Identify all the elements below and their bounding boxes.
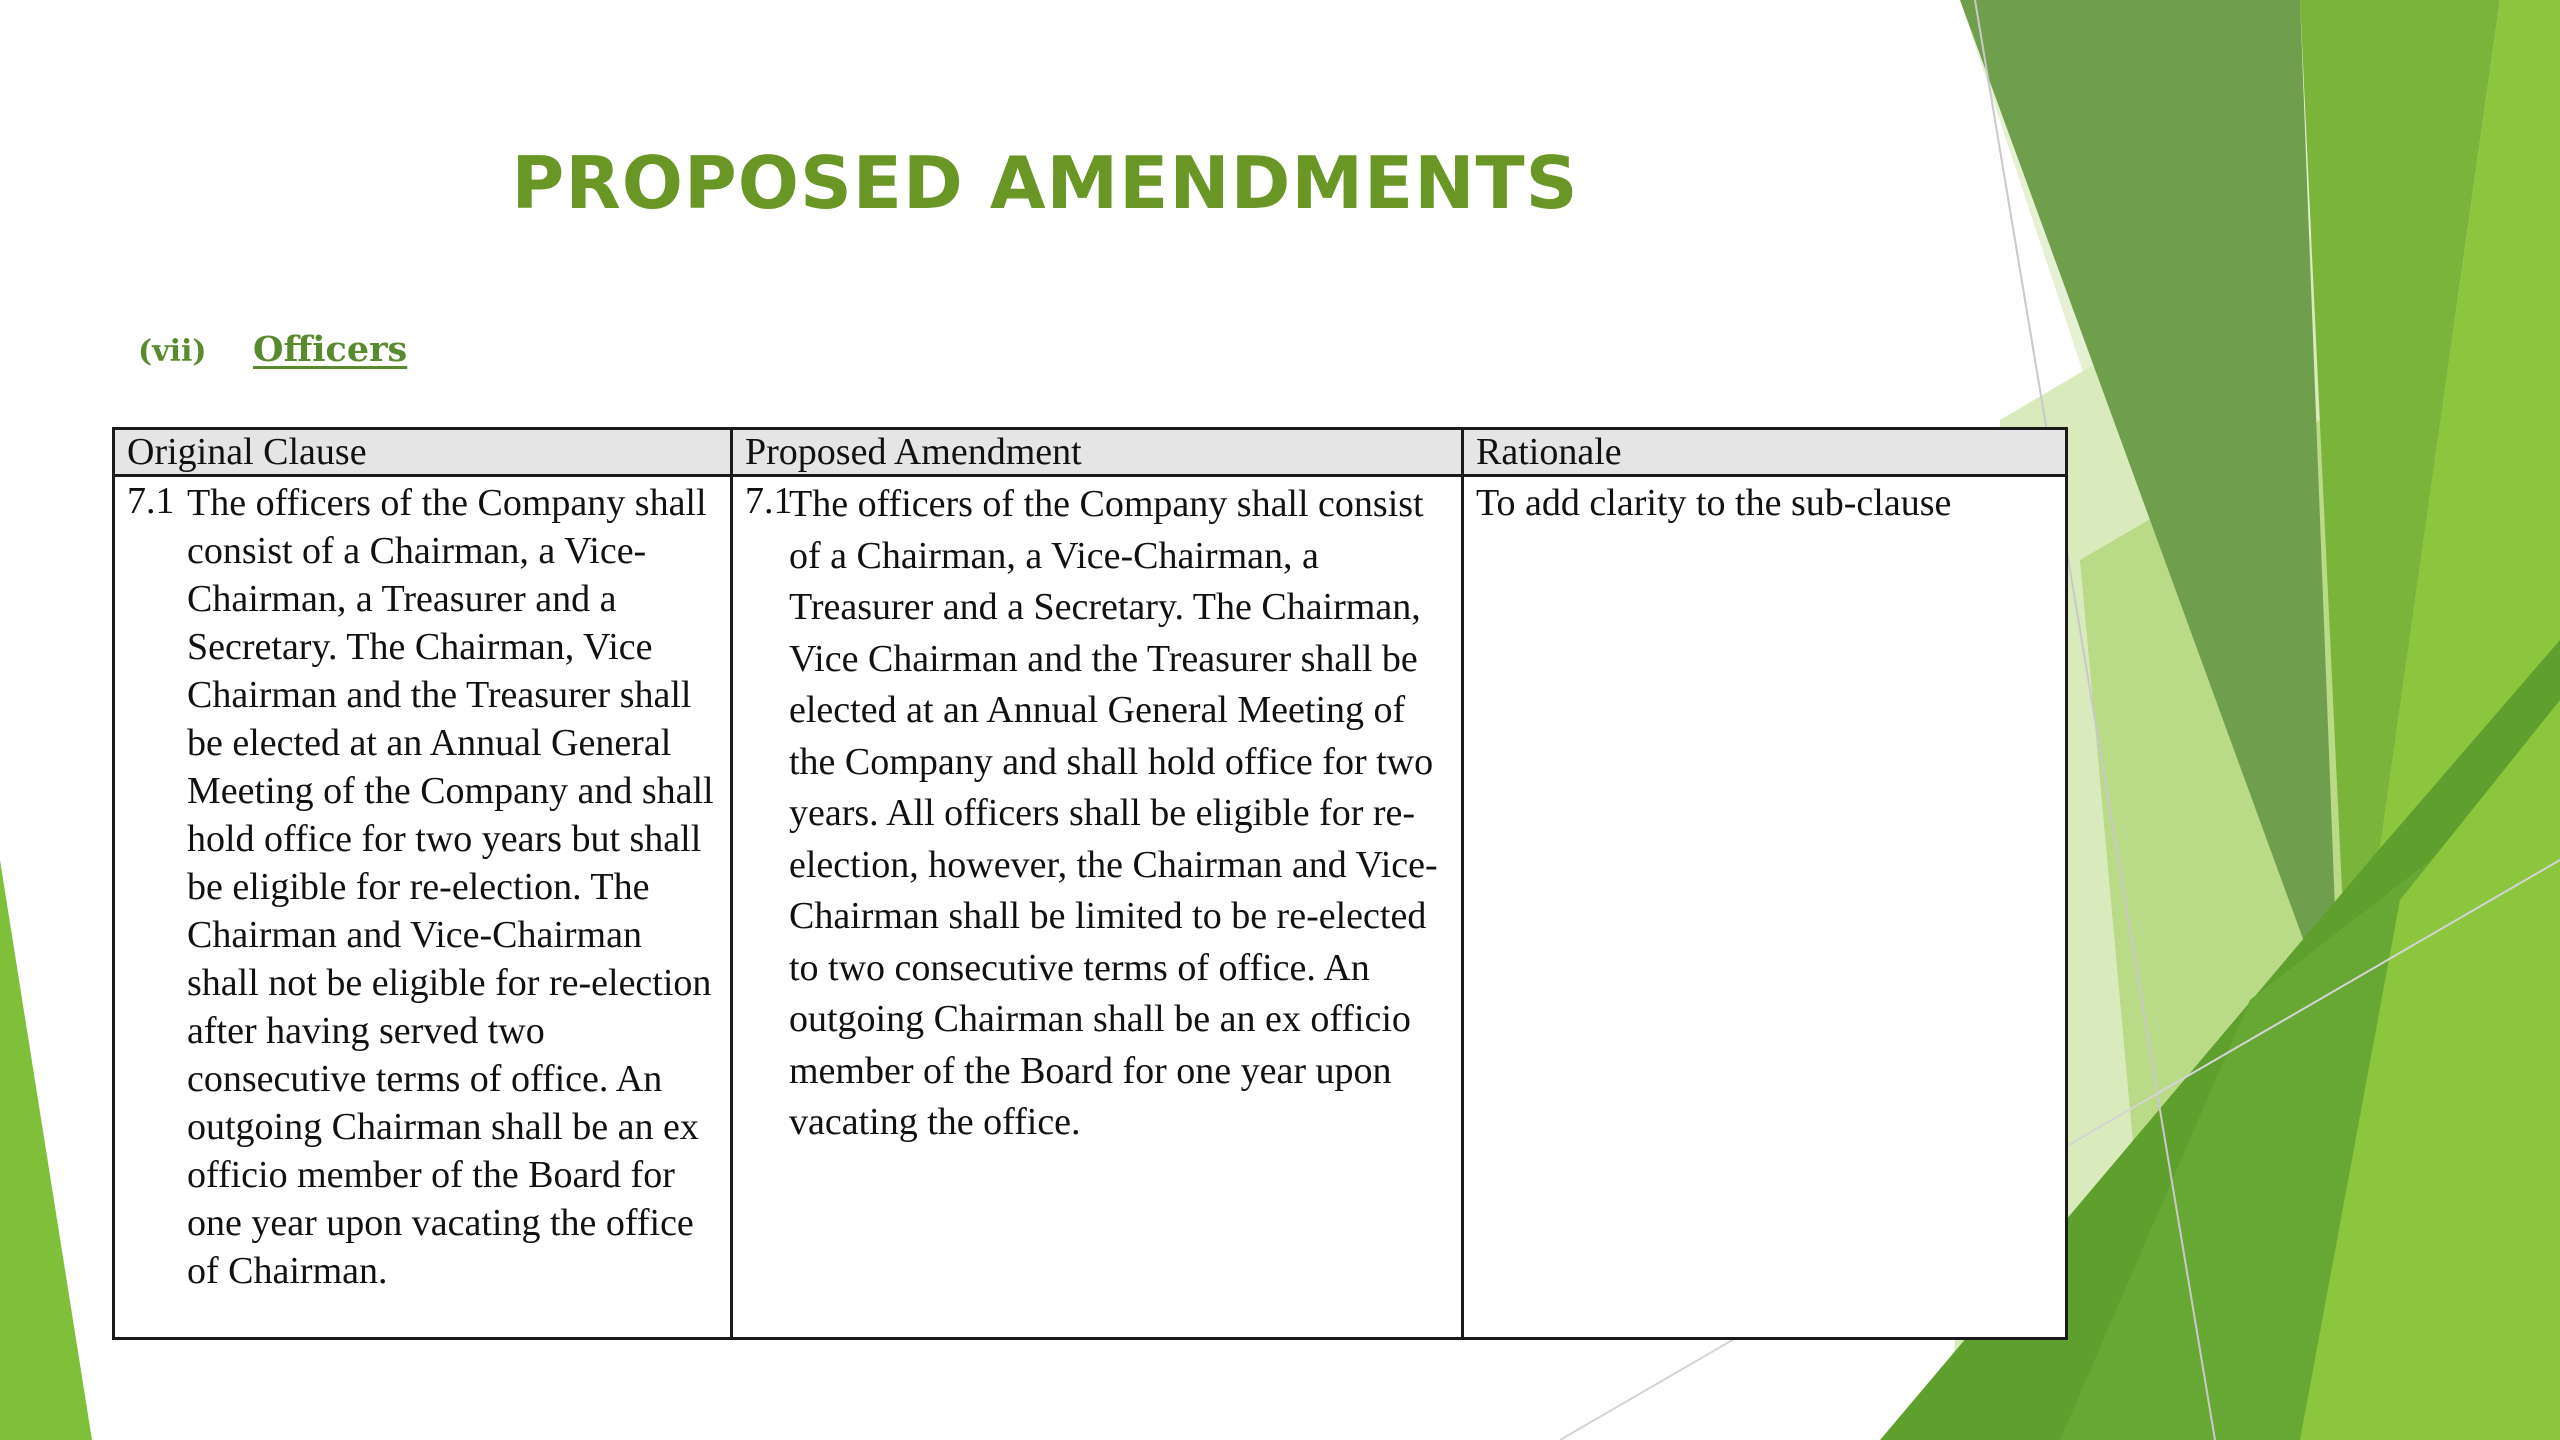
original-clause-text: The officers of the Company shall consist of a Chairman, a Vice-Chairman, a Treasurer and a Secretary. The Chairman, Vice Chairman and the Treasurer shall be elected at an Annual General Meeting of the Company and shall hold office for two years but shall be eligible for re-election. The Chairman and Vice-Chairman shall not be eligible for re-election after having served two consecutive terms of office. An outgoing Chairman shall be an ex officio member of the Board for one year upon vacating the office of Chairman.	[187, 482, 714, 1292]
original-clause	[127, 479, 718, 1295]
original-clause-cell	[114, 476, 732, 1339]
decor-left-panel	[0, 860, 92, 1440]
slide-title: PROPOSED AMENDMENTS	[511, 141, 1579, 225]
proposed-amendment-cell	[732, 476, 1463, 1339]
amendments-table	[112, 427, 2068, 1340]
table-row	[114, 476, 2067, 1339]
rationale-text: To add clarity to the sub-clause	[1476, 482, 1952, 524]
proposed-clause-number: 7.1	[745, 480, 793, 522]
proposed-clause-text: The officers of the Company shall consist of a Chairman, a Vice-Chairman, a Treasurer and a Secretary. The Chairman, Vice Chairman and the Treasurer shall be elected at an Annual General Meeting of the Company and shall hold office for two years. All officers shall be eligible for re-election, however, the Chairman and Vice-Chairman shall be limited to be re-elected to two consecutive terms of office. An outgoing Chairman shall be an ex officio member of the Board for one year upon vacating the office.	[789, 483, 1438, 1143]
section-heading	[138, 326, 407, 376]
rationale-cell	[1463, 476, 2067, 1339]
section-number: (vii)	[138, 334, 207, 369]
section-title: Officers	[253, 329, 408, 370]
original-clause-number: 7.1	[127, 480, 175, 522]
header-rationale: Rationale	[1463, 429, 2067, 476]
table-header-row	[114, 429, 2067, 476]
header-original-clause: Original Clause	[114, 429, 732, 476]
header-proposed-amendment: Proposed Amendment	[732, 429, 1463, 476]
proposed-clause	[745, 479, 1449, 1149]
